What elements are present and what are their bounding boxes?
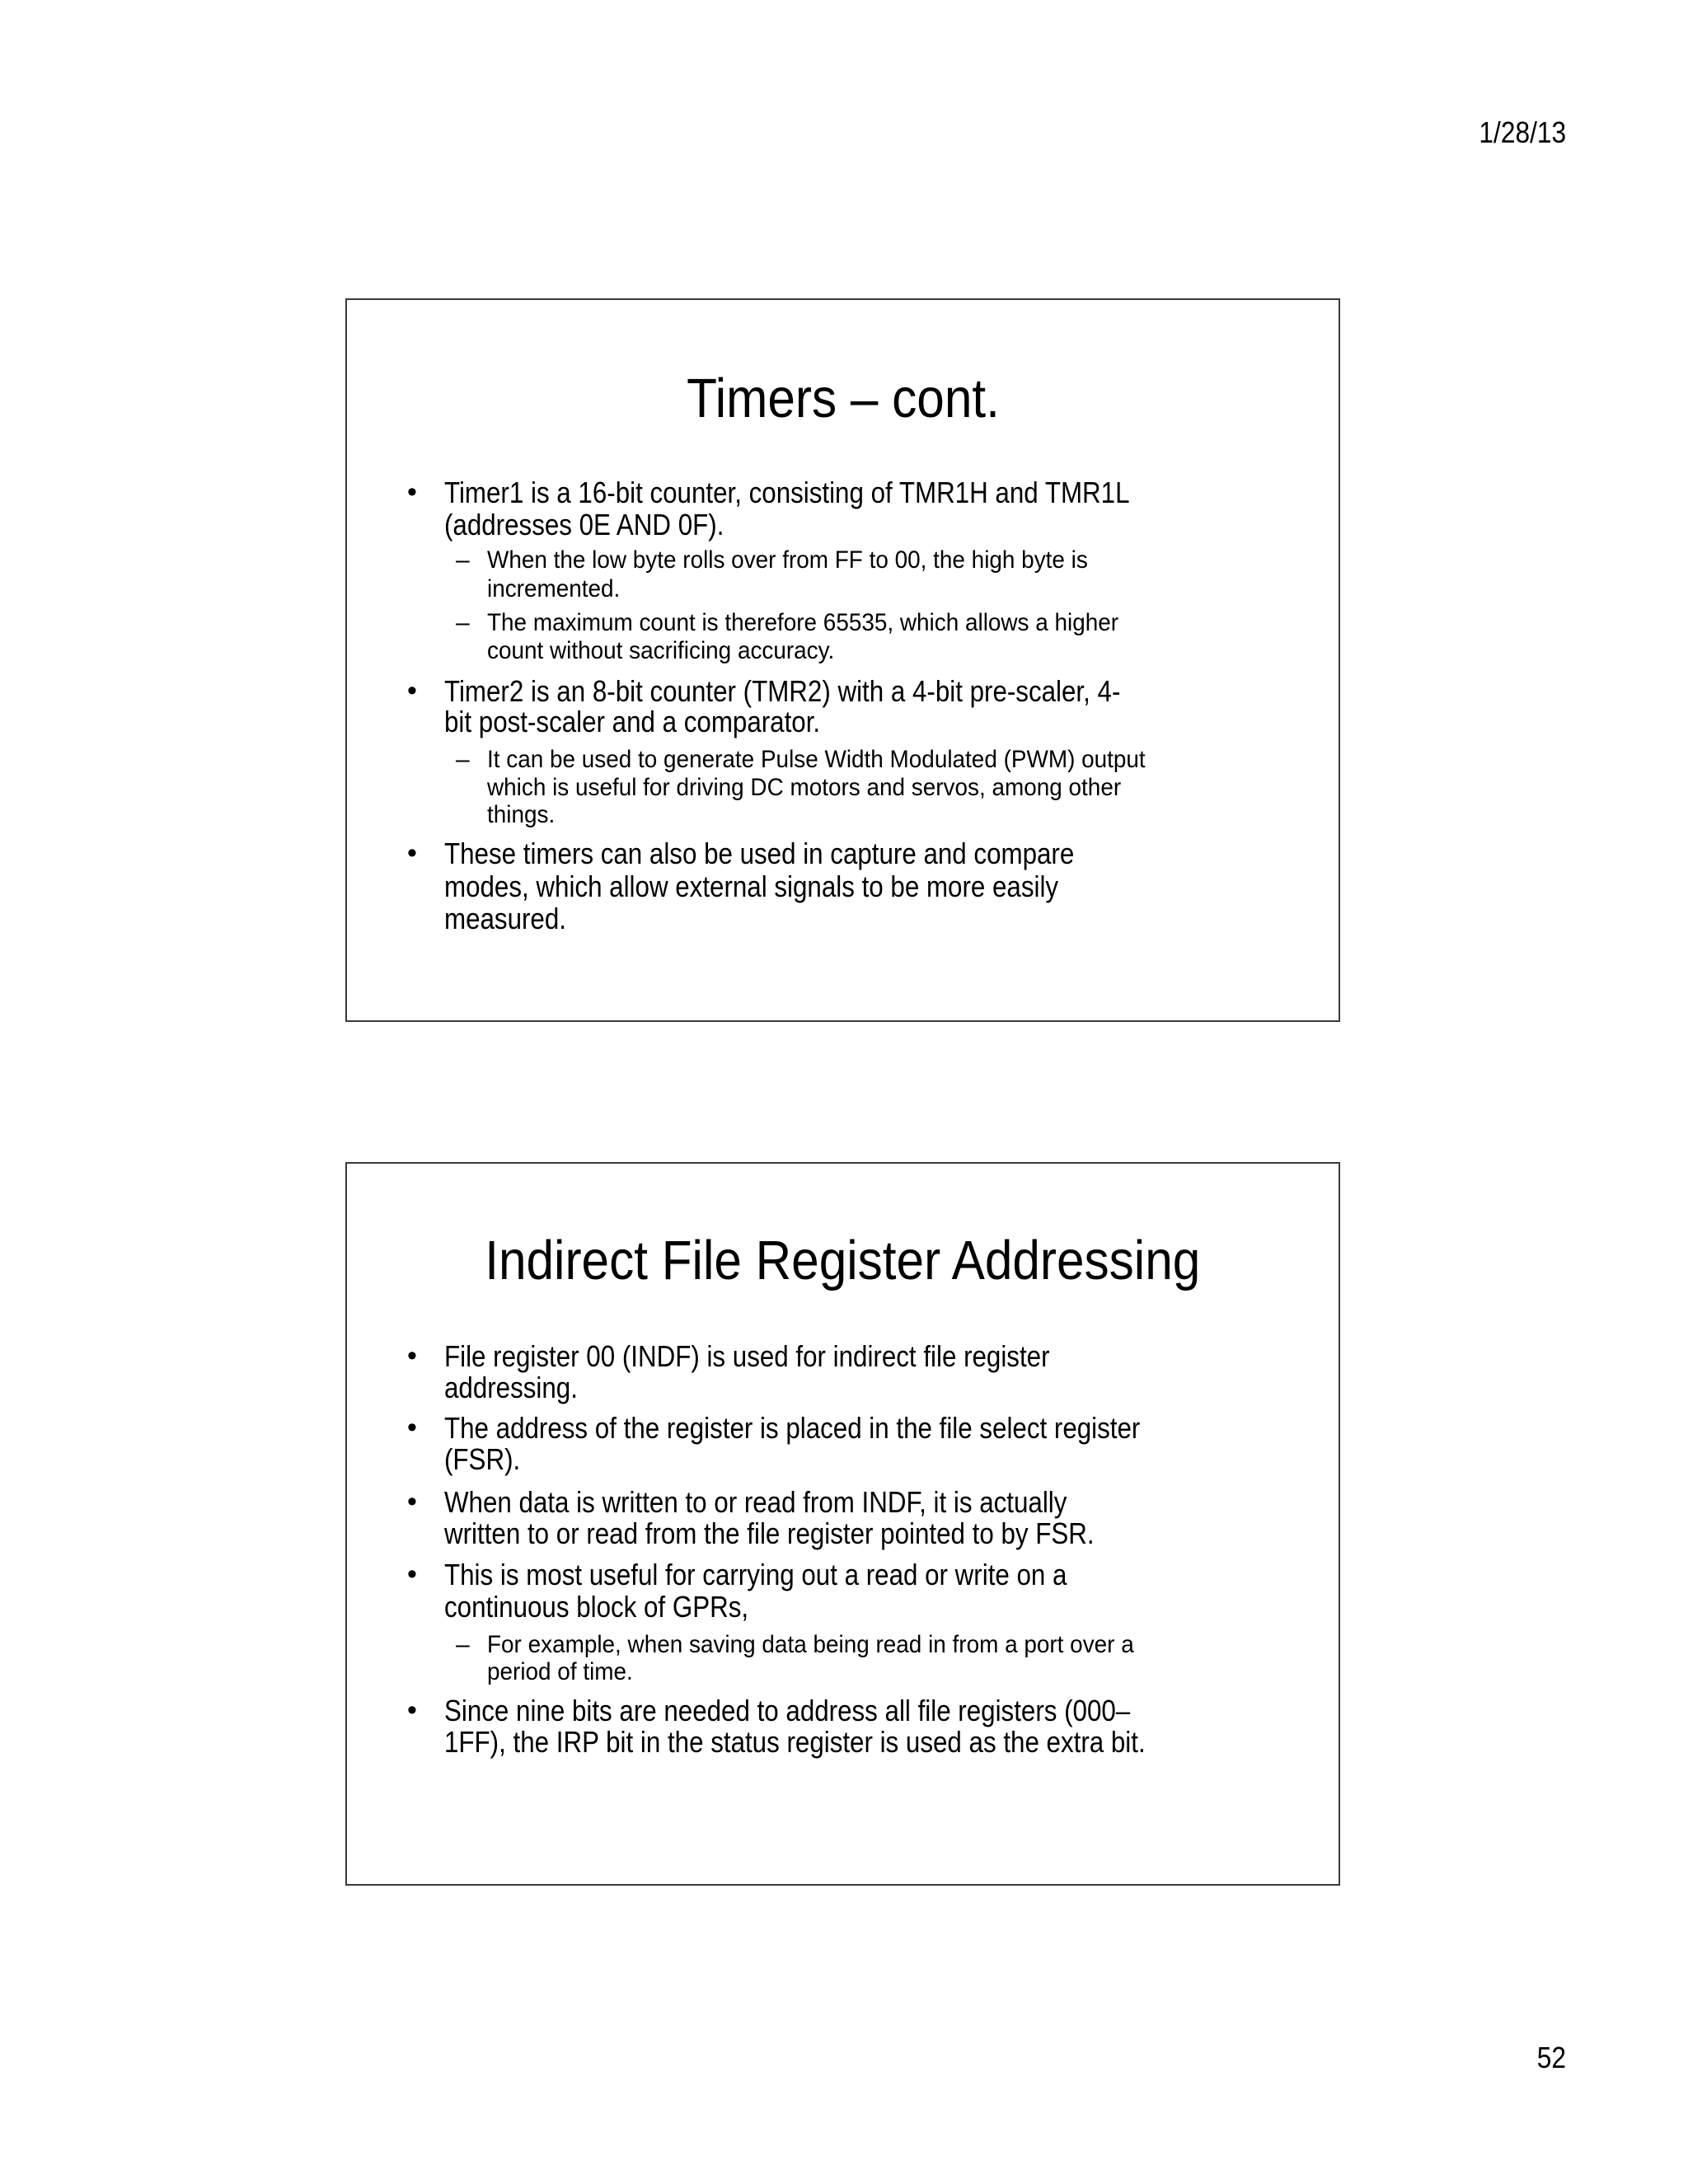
bullet-icon: • bbox=[407, 675, 417, 706]
bullet-text: (addresses 0E AND 0F). bbox=[444, 508, 724, 541]
sub-bullet-text: For example, when saving data being read in from a port over a bbox=[487, 1631, 1134, 1658]
bullet-text: Since nine bits are needed to address all file registers (000– bbox=[444, 1694, 1131, 1727]
bullet-icon: • bbox=[407, 1412, 417, 1443]
bullet-text: This is most useful for carrying out a read or write on a bbox=[444, 1558, 1067, 1591]
bullet-text: addressing. bbox=[444, 1371, 578, 1404]
sub-bullet-text: which is useful for driving DC motors and servos, among other bbox=[487, 774, 1122, 801]
bullet-text: modes, which allow external signals to be more easily bbox=[444, 869, 1059, 903]
bullet-text: Timer1 is a 16-bit counter, consisting of TMR1H and TMR1L bbox=[444, 476, 1130, 509]
dash-icon: – bbox=[456, 746, 470, 773]
slide-title-text: Indirect File Register Addressing bbox=[485, 1230, 1201, 1291]
bullet-icon: • bbox=[407, 1340, 417, 1371]
bullet-text: File register 00 (INDF) is used for indirect file register bbox=[444, 1339, 1050, 1373]
bullet-text: written to or read from the file register pointed to by FSR. bbox=[444, 1516, 1095, 1550]
sub-bullet-text: When the low byte rolls over from FF to 00, the high byte is bbox=[487, 546, 1088, 574]
sub-bullet-text: It can be used to generate Pulse Width Modulated (PWM) output bbox=[487, 746, 1146, 773]
bullet-text: 1FF), the IRP bit in the status register is used as the extra bit. bbox=[444, 1725, 1146, 1759]
sub-bullet-text: incremented. bbox=[487, 575, 621, 602]
bullet-icon: • bbox=[407, 1694, 417, 1726]
bullet-icon: • bbox=[407, 476, 417, 508]
sub-bullet-text: things. bbox=[487, 801, 556, 828]
slide-title bbox=[347, 1230, 1339, 1291]
slide-timers-cont bbox=[345, 298, 1340, 1022]
bullet-text: (FSR). bbox=[444, 1442, 521, 1476]
bullet-icon: • bbox=[407, 1558, 417, 1590]
bullet-text: measured. bbox=[444, 902, 566, 935]
dash-icon: – bbox=[456, 1631, 470, 1658]
bullet-icon: • bbox=[407, 837, 417, 869]
bullet-text: continuous block of GPRs, bbox=[444, 1590, 749, 1624]
bullet-text: These timers can also be used in capture and compare bbox=[444, 837, 1075, 870]
dash-icon: – bbox=[456, 546, 470, 574]
slide-title bbox=[347, 368, 1339, 429]
bullet-icon: • bbox=[407, 1486, 417, 1517]
bullet-text: When data is written to or read from INDF, it is actually bbox=[444, 1485, 1067, 1519]
sub-bullet-text: count without sacrificing accuracy. bbox=[487, 637, 835, 664]
bullet-text: Timer2 is an 8-bit counter (TMR2) with a 4-bit pre-scaler, 4- bbox=[444, 674, 1121, 708]
page-date: 1/28/13 bbox=[1479, 115, 1566, 149]
bullet-text: bit post-scaler and a comparator. bbox=[444, 705, 821, 738]
slide-title-text: Timers – cont. bbox=[686, 368, 1000, 429]
sub-bullet-text: period of time. bbox=[487, 1658, 633, 1685]
bullet-text: The address of the register is placed in the file select register bbox=[444, 1411, 1141, 1445]
slide-indirect-file-register-addressing bbox=[345, 1162, 1340, 1886]
sub-bullet-text: The maximum count is therefore 65535, which allows a higher bbox=[487, 609, 1119, 636]
dash-icon: – bbox=[456, 609, 470, 636]
page-number: 52 bbox=[1536, 2041, 1566, 2074]
